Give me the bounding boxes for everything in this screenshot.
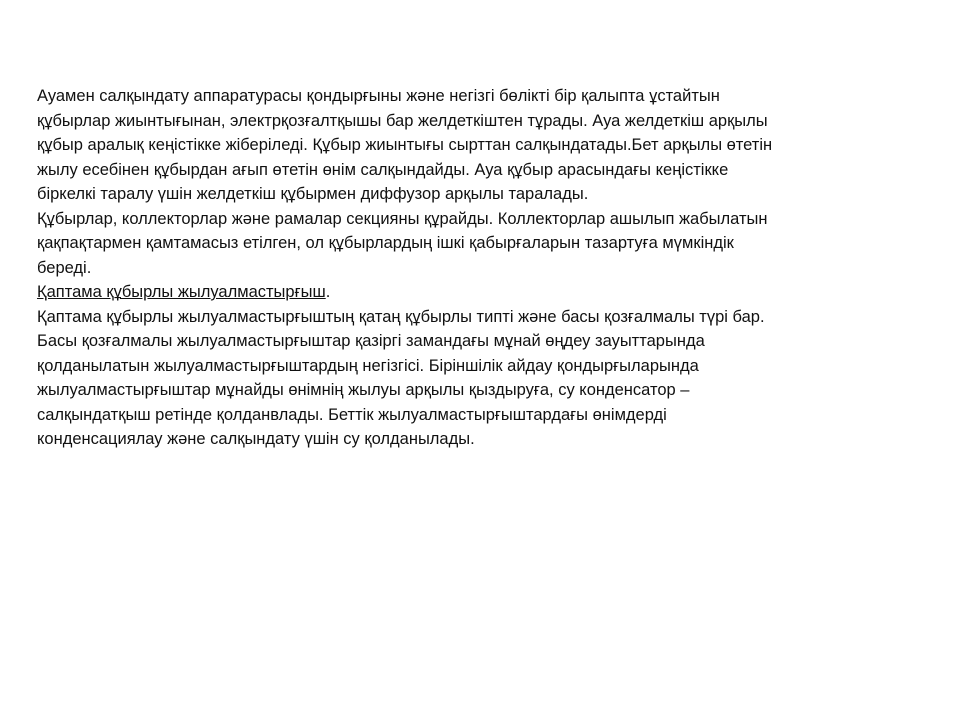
section-heading <box>37 280 917 305</box>
paragraph-shell-tube <box>37 305 917 452</box>
text-line: салқындатқыш ретінде қолданвлады. Беттік жылуалмастырғыштардағы өнімдерді <box>37 405 667 424</box>
text-line: жылу есебінен құбырдан ағып өтетін өнім салқындайды. Ауа құбыр арасындағы кеңістікке <box>37 160 729 179</box>
text-line: Қаптама құбырлы жылуалмастырғыштың қатаң құбырлы типті және басы қозғалмалы түрі бар. <box>37 307 765 326</box>
text-line: Құбырлар, коллекторлар және рамалар секцияны құрайды. Коллекторлар ашылып жабылатын <box>37 209 768 228</box>
text-line: қолданылатын жылуалмастырғыштардың негізгісі. Біріншілік айдау қондырғыларында <box>37 356 699 375</box>
text-line: қақпақтармен қамтамасыз етілген, ол құбырлардың ішкі қабырғаларын тазартуға мүмкіндік <box>37 234 734 252</box>
text-line: құбырлар жиынтығынан, электрқозғалтқышы бар желдеткіштен тұрады. Ауа желдеткіш арқылы <box>37 111 768 130</box>
text-line: Ауамен салқындату аппаратурасы қондырғыны және негізгі бөлікті бір қалыпта ұстайтын <box>37 87 720 105</box>
text-line: Басы қозғалмалы жылуалмастырғыштар қазіргі замандағы мұнай өңдеу зауыттарында <box>37 332 705 350</box>
text-line: жылуалмастырғыштар мұнайды өнімнің жылуы арқылы қыздыруға, су конденсатор – <box>37 381 690 399</box>
text-line: береді. <box>37 258 92 277</box>
slide-text-body <box>37 84 917 452</box>
text-line: конденсациялау және салқындату үшін су қолданылады. <box>37 430 475 448</box>
paragraph-collectors <box>37 207 917 281</box>
text-line: құбыр аралық кеңістікке жіберіледі. Құбыр жиынтығы сырттан салқындатады.Бет арқылы өтетін <box>37 136 773 154</box>
text-line: біркелкі таралу үшін желдеткіш құбырмен диффузор арқылы таралады. <box>37 185 589 203</box>
heading-period: . <box>325 283 331 301</box>
heading-shell-tube-exchanger: Қаптама құбырлы жылуалмастырғыш <box>37 283 326 301</box>
paragraph-air-cooling <box>37 84 917 207</box>
